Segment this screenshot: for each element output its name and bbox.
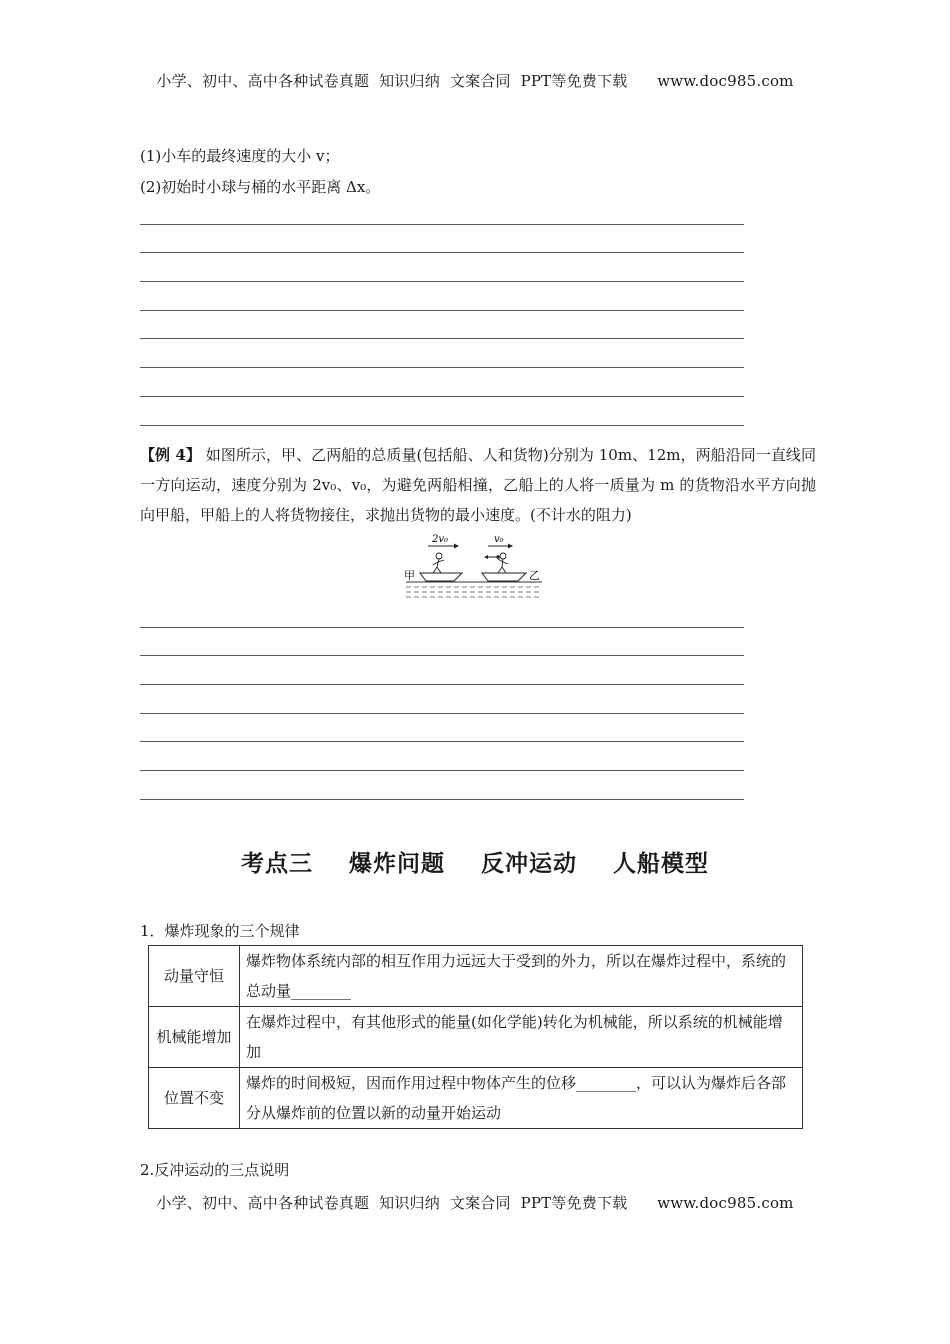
rule-name: 机械能增加 xyxy=(149,1007,240,1068)
velocity-label-right: v₀ xyxy=(494,534,504,545)
table-row xyxy=(149,946,803,1007)
explosion-rules-table xyxy=(148,945,803,1129)
example-text: 如图所示，甲、乙两船的总质量(包括船、人和货物)分别为 10m、12m，两船沿同一直线同一方向运动，速度分别为 2v₀、v₀，为避免两船相撞，乙船上的人将一质量为 m 的货物沿水平方向抛向甲船，甲船上的人将货物接住，求抛出货物的最小速度。(不计水的阻力) xyxy=(140,446,816,524)
example-tag: 【例 4】 xyxy=(140,446,201,464)
rule-description: 在爆炸过程中，有其他形式的能量(如化学能)转化为机械能，所以系统的机械能增加 xyxy=(240,1007,803,1068)
table-row xyxy=(149,1007,803,1068)
rule-description: 爆炸的时间极短，因而作用过程中物体产生的位移________，可以认为爆炸后各部分从爆炸前的位置以新的动量开始运动 xyxy=(240,1068,803,1129)
section-title: 考点三 爆炸问题 反冲运动 人船模型 xyxy=(240,851,710,877)
rule-description: 爆炸物体系统内部的相互作用力远远大于受到的外力，所以在爆炸过程中，系统的总动量________ xyxy=(240,946,803,1007)
velocity-arrow-right-head xyxy=(508,544,513,549)
question-2: (2)初始时小球与桶的水平距离 Δx。 xyxy=(140,178,381,196)
page-footer: 小学、初中、高中各种试卷真题 知识归纳 文案合同 PPT等免费下载 www.doc985.com xyxy=(156,1194,794,1212)
boat-label-left: 甲 xyxy=(404,569,415,582)
subheading-explosion: 1．爆炸现象的三个规律 xyxy=(140,922,300,940)
subheading-recoil: 2.反冲运动的三点说明 xyxy=(140,1161,290,1179)
question-1: (1)小车的最终速度的大小 v； xyxy=(140,147,340,165)
throw-arrow-icon xyxy=(484,555,488,559)
person-icon-left xyxy=(436,553,442,559)
velocity-arrow-left-head xyxy=(454,544,459,549)
table-row xyxy=(149,1068,803,1129)
boat-right-icon xyxy=(482,573,526,581)
rule-name: 位置不变 xyxy=(149,1068,240,1129)
example-4 xyxy=(140,440,816,530)
boat-label-right: 乙 xyxy=(529,569,540,582)
rule-name: 动量守恒 xyxy=(149,946,240,1007)
person-icon-right xyxy=(500,553,506,559)
answer-lines-2 xyxy=(140,599,744,800)
velocity-label-left: 2v₀ xyxy=(432,534,449,545)
two-boats-figure xyxy=(402,532,548,602)
page-header: 小学、初中、高中各种试卷真题 知识归纳 文案合同 PPT等免费下载 www.doc985.com xyxy=(156,72,794,90)
boat-left-icon xyxy=(420,573,462,581)
answer-lines-1 xyxy=(140,196,744,426)
cargo-icon xyxy=(496,555,500,559)
